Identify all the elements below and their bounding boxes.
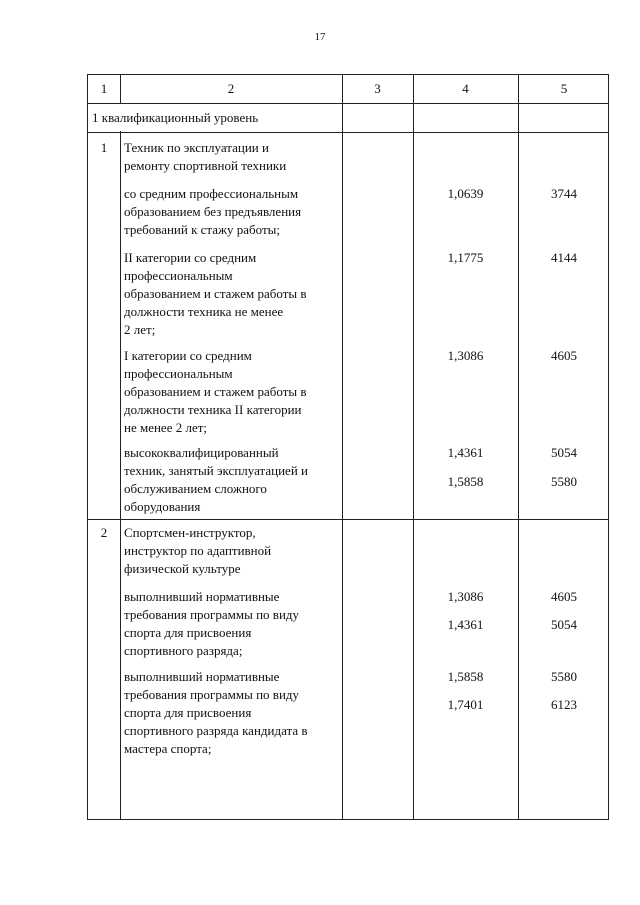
row-description: высококвалифицированный техник, занятый эксплуатацией и обслуживанием сложного оборудования <box>124 445 308 514</box>
row-coefficient: 1,1775 <box>447 250 484 265</box>
row-salary: 4144 <box>551 250 577 265</box>
row-coefficient: 1,3086 <box>447 589 484 604</box>
row-coefficient: 1,5858 <box>447 474 484 489</box>
group-title: Техник по эксплуатации и ремонту спортивной техники <box>124 140 287 173</box>
column-divider <box>120 75 121 819</box>
header-col-3: 3 <box>374 81 381 96</box>
row-description: со средним профессиональным образованием без предъявления требований к стажу работы; <box>124 186 302 237</box>
row-coefficient: 1,5858 <box>447 669 484 684</box>
qualification-level-title: 1 квалификационный уровень <box>92 110 259 125</box>
row-salary: 5580 <box>551 474 577 489</box>
header-col-2: 2 <box>227 81 235 96</box>
row-coefficient: 1,3086 <box>447 348 484 363</box>
group-number: 2 <box>100 525 108 540</box>
row-description: I категории со средним профессиональным образованием и стажем работы в должности техника II категории не менее 2 лет; <box>124 348 307 435</box>
page-number: 17 <box>314 31 326 43</box>
header-divider <box>88 103 608 104</box>
row-description: выполнивший нормативные требования программы по виду спорта для присвоения спортивного разряда кандидата в мастера спорта; <box>124 669 308 756</box>
row-description: выполнивший нормативные требования программы по виду спорта для присвоения спортивного разряда; <box>124 589 300 658</box>
group-title: Спортсмен-инструктор, инструктор по адаптивной физической культуре <box>124 525 272 576</box>
row-salary: 5054 <box>551 445 577 460</box>
group-divider <box>88 519 608 520</box>
header-col-5: 5 <box>560 81 568 96</box>
row-coefficient: 1,4361 <box>447 445 484 460</box>
salary-table <box>87 74 609 820</box>
header-col-1: 1 <box>100 81 108 96</box>
row-coefficient: 1,4361 <box>447 617 484 632</box>
row-salary: 4605 <box>551 348 577 363</box>
header-col-4: 4 <box>462 81 469 96</box>
row-salary: 5580 <box>551 669 577 684</box>
group-number: 1 <box>100 140 108 155</box>
row-description: II категории со средним профессиональным образованием и стажем работы в должности техника не менее 2 лет; <box>124 250 307 337</box>
level-divider <box>88 132 608 133</box>
row-salary: 5054 <box>551 617 577 632</box>
row-salary: 6123 <box>551 697 577 712</box>
row-salary: 4605 <box>551 589 577 604</box>
row-coefficient: 1,0639 <box>447 186 484 201</box>
row-salary: 3744 <box>551 186 577 201</box>
row-coefficient: 1,7401 <box>447 697 484 712</box>
